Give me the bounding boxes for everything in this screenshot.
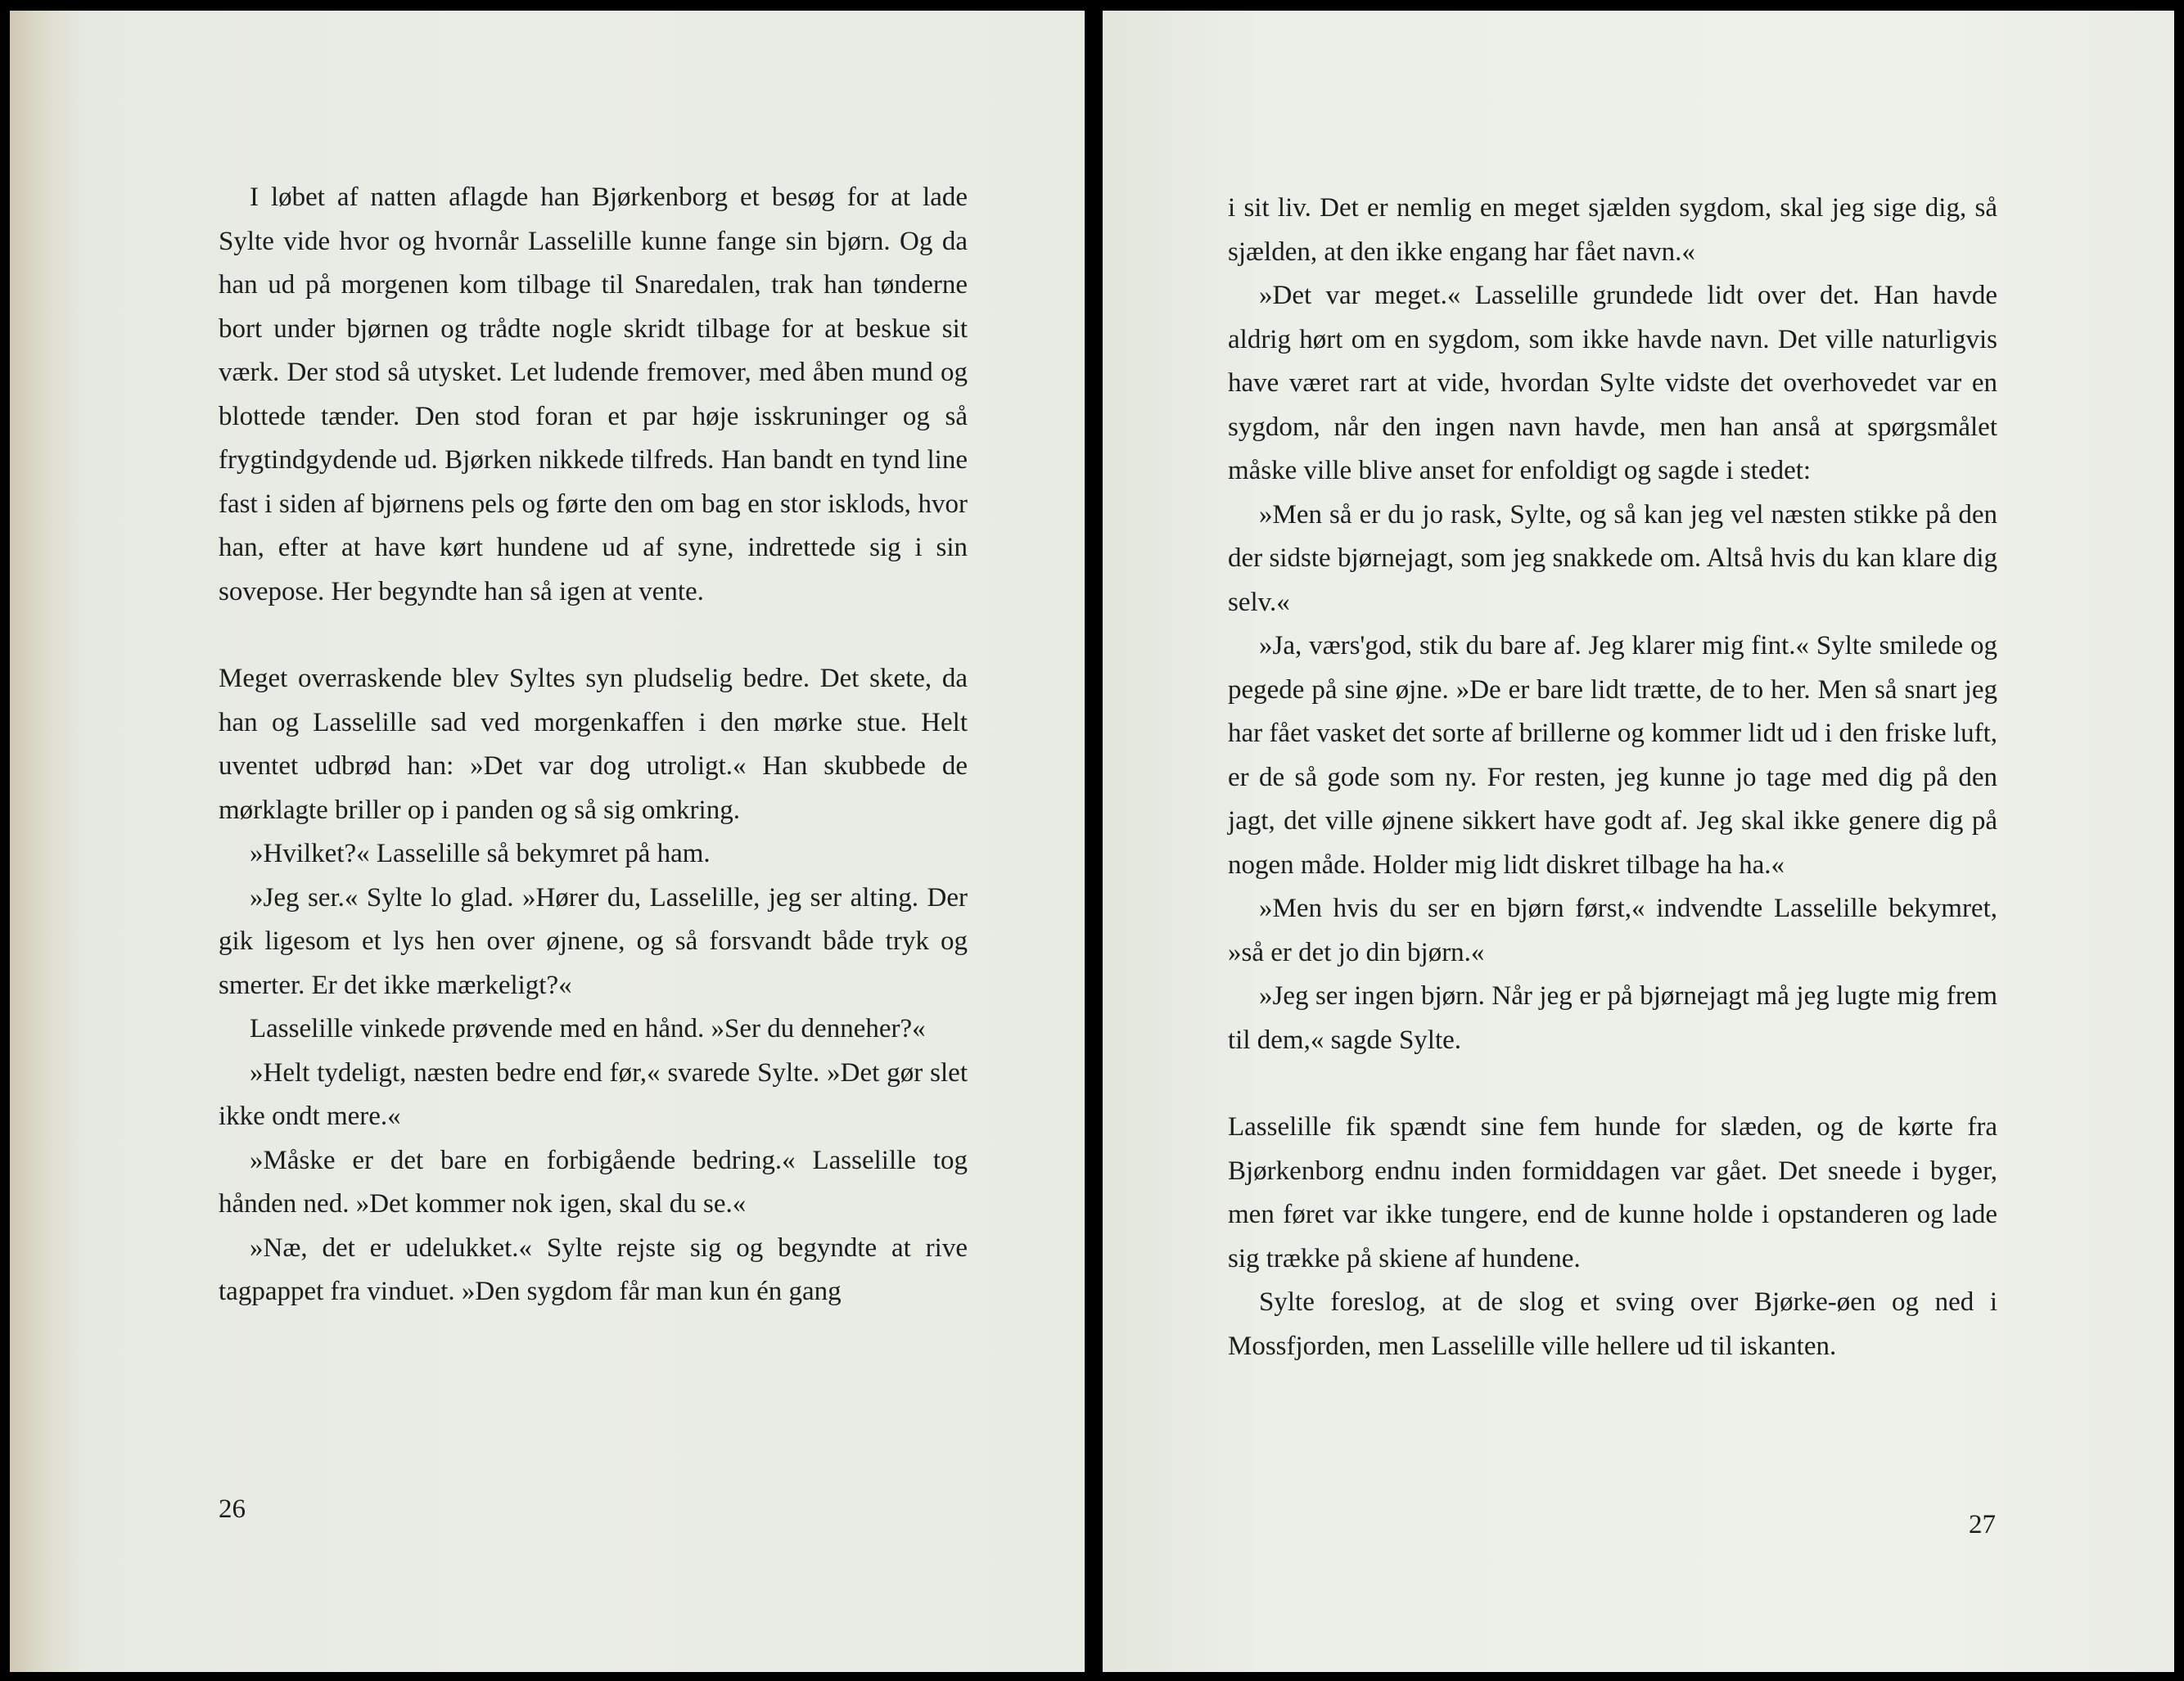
right-page bbox=[1103, 11, 2174, 1672]
paragraph: Meget overraskende blev Syltes syn pludselig bedre. Det skete, da han og Lasselille sad ved morgenkaffen i den mørke stue. Helt uventet udbrød han: »Det var dog utroligt.« Han skubbede de mørklagte briller op i panden og så sig omkring. bbox=[219, 664, 968, 825]
paragraph: »Jeg ser.« Sylte lo glad. »Hører du, Lasselille, jeg ser alting. Der gik ligesom et lys hen over øjnene, og så forsvandt både tryk og smerter. Er det ikke mærkeligt?« bbox=[219, 882, 968, 1000]
paragraph: i sit liv. Det er nemlig en meget sjælden sygdom, skal jeg sige dig, så sjælden, at den ikke engang har fået navn.« bbox=[1228, 193, 1997, 267]
paragraph: »Det var meget.« Lasselille grundede lidt over det. Han havde aldrig hørt om en sygdom, som ikke havde navn. Det ville naturligvis have været rart at vide, hvordan Sylte vidste det overhovedet var en sygdom, når den ingen navn havde, men han anså at spørgsmålet måske ville blive anset for enfoldigt og sagde i stedet: bbox=[1228, 281, 1997, 485]
paragraph: »Helt tydeligt, næsten bedre end før,« svarede Sylte. »Det gør slet ikke ondt mere.« bbox=[219, 1057, 968, 1131]
paragraph: Sylte foreslog, at de slog et sving over Bjørke-øen og ned i Mossfjorden, men Lasselille ville hellere ud til iskanten. bbox=[1228, 1287, 1997, 1361]
paragraph: »Ja, værs'god, stik du bare af. Jeg klarer mig fint.« Sylte smilede og pegede på sine øjne. »De er bare lidt trætte, de to her. Men så snart jeg har fået vasket det sorte af brillerne og kommer lidt ud i den friske luft, er de så gode som ny. For resten, jeg kunne jo tage med dig på den jagt, det ville øjnene sikkert have godt af. Jeg skal ikke genere dig på nogen måde. Holder mig lidt diskret tilbage ha ha.« bbox=[1228, 631, 1997, 880]
left-page bbox=[10, 11, 1085, 1672]
paragraph: »Men hvis du ser en bjørn først,« indvendte Lasselille bekymret, »så er det jo din bjørn.« bbox=[1228, 894, 1997, 967]
page-number: 26 bbox=[219, 1494, 246, 1524]
paragraph: Lasselille vinkede prøvende med en hånd. »Ser du denneher?« bbox=[250, 1014, 926, 1043]
section-gap bbox=[219, 614, 968, 657]
paragraph: »Hvilket?« Lasselille så bekymret på ham. bbox=[250, 839, 711, 868]
paragraph: I løbet af natten aflagde han Bjørkenborg et besøg for at lade Sylte vide hvor og hvornår Lasselille kunne fange sin bjørn. Og da han ud på morgenen kom tilbage til Snaredalen, trak han tønderne bort under bjørnen og trådte nogle skridt tilbage for at beskue sit værk. Der stod så utysket. Let ludende fremover, med åben mund og blottede tænder. Den stod foran et par høje isskruninger og så frygtindgydende ud. Bjørken nikkede tilfreds. Han bandt en tynd line fast i siden af bjørnens pels og førte den om bag en stor isklods, hvor han, efter at have kørt hundene ud af syne, indrettede sig i sin sovepose. Her begyndte han så igen at vente. bbox=[219, 183, 968, 606]
page-number: 27 bbox=[1969, 1510, 1996, 1539]
left-page-text bbox=[219, 176, 968, 1314]
paragraph: »Men så er du jo rask, Sylte, og så kan jeg vel næsten stikke på den der sidste bjørnejagt, som jeg snakkede om. Altså hvis du kan klare dig selv.« bbox=[1228, 499, 1997, 617]
paragraph: »Næ, det er udelukket.« Sylte rejste sig og begyndte at rive tagpappet fra vinduet. »Den sygdom får man kun én gang bbox=[219, 1233, 968, 1306]
paragraph: »Jeg ser ingen bjørn. Når jeg er på bjørnejagt må jeg lugte mig frem til dem,« sagde Sylte. bbox=[1228, 981, 1997, 1055]
right-page-text bbox=[1228, 187, 1997, 1368]
section-gap bbox=[1228, 1062, 1997, 1106]
paragraph: Lasselille fik spændt sine fem hunde for slæden, og de kørte fra Bjørkenborg endnu inden formiddagen var gået. Det sneede i byger, men føret var ikke tungere, end de kunne holde i opstanderen og lade sig trække på skiene af hundene. bbox=[1228, 1112, 1997, 1273]
paragraph: »Måske er det bare en forbigående bedring.« Lasselille tog hånden ned. »Det kommer nok igen, skal du se.« bbox=[219, 1145, 968, 1219]
